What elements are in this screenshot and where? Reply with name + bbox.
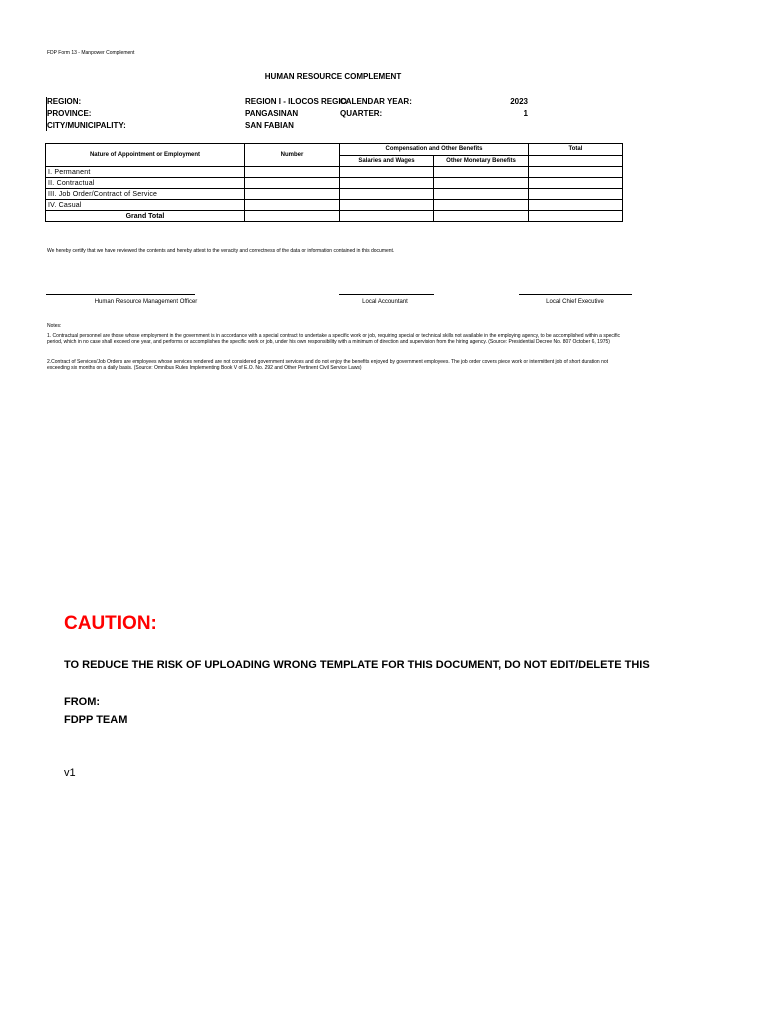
signatory-executive: Local Chief Executive bbox=[546, 299, 604, 305]
table-cell[interactable] bbox=[434, 178, 529, 189]
row-label-job-order: III. Job Order/Contract of Service bbox=[46, 189, 245, 200]
table-cell[interactable] bbox=[529, 178, 623, 189]
table-cell[interactable] bbox=[434, 189, 529, 200]
team-name: FDPP TEAM bbox=[64, 714, 128, 726]
col-nature-header: Nature of Appointment or Employment bbox=[46, 144, 245, 167]
table-cell[interactable] bbox=[245, 211, 340, 222]
province-label: PROVINCE: bbox=[47, 109, 92, 118]
form-code: FDP Form 13 - Manpower Complement bbox=[47, 50, 135, 56]
table-cell[interactable] bbox=[434, 167, 529, 178]
note-2: 2.Contract of Services/Job Orders are employees whose services rendered are not considered government services and do not enjoy the benefits enjoyed by government employees. The job order covers piece work or intermittent job of short duration not exceeding six months on a daily basis. (Source: Omnibus Rules Implementing Book V of E.O. No. 292 and Other Pertinent Civil Service Laws) bbox=[47, 359, 609, 371]
complement-table bbox=[45, 143, 623, 222]
quarter-value: 1 bbox=[523, 109, 528, 118]
col-compensation-header: Compensation and Other Benefits bbox=[340, 144, 529, 156]
table-cell bbox=[529, 155, 623, 167]
table-row bbox=[46, 189, 623, 200]
table-cell[interactable] bbox=[340, 167, 434, 178]
signature-line-executive bbox=[519, 294, 632, 295]
table-cell[interactable] bbox=[434, 200, 529, 211]
calendar-year-value: 2023 bbox=[510, 97, 528, 106]
table-cell[interactable] bbox=[245, 200, 340, 211]
from-label: FROM: bbox=[64, 696, 101, 708]
region-label: REGION: bbox=[47, 97, 82, 106]
row-label-contractual: II. Contractual bbox=[46, 178, 245, 189]
caution-message: TO REDUCE THE RISK OF UPLOADING WRONG TEMPLATE FOR THIS DOCUMENT, DO NOT EDIT/DELETE THIS bbox=[64, 659, 650, 671]
certification-text: We hereby certify that we have reviewed the contents and hereby attest to the veracity and correctness of the data or information contained in this document. bbox=[47, 248, 395, 254]
note-1: 1. Contractual personnel are those whose employment in the government is in accordance with a special contract to undertake a specific work or job, requiring special or technical skills not available in the employing agency, to be accomplished within a specific period, which in no case shall exceed one year, and performs or accomplishes the specific work or job, under his own responsibility with a minimum of direction and supervision from the hiring agency. (Source: Presidential Decree No. 807 October 6, 1975) bbox=[47, 333, 620, 345]
table-cell[interactable] bbox=[529, 189, 623, 200]
grand-total-label: Grand Total bbox=[46, 211, 245, 222]
table-cell[interactable] bbox=[340, 211, 434, 222]
table-cell[interactable] bbox=[245, 178, 340, 189]
col-other-benefits-header: Other Monetary Benefits bbox=[434, 155, 529, 167]
city-label: CITY/MUNICIPALITY: bbox=[47, 121, 126, 130]
col-total-header: Total bbox=[529, 144, 623, 156]
version-label: v1 bbox=[64, 767, 76, 779]
table-cell[interactable] bbox=[340, 189, 434, 200]
table-cell[interactable] bbox=[529, 167, 623, 178]
table-row bbox=[46, 178, 623, 189]
page-title: HUMAN RESOURCE COMPLEMENT bbox=[264, 72, 402, 81]
table-cell[interactable] bbox=[434, 211, 529, 222]
table-row bbox=[46, 167, 623, 178]
row-label-casual: IV. Casual bbox=[46, 200, 245, 211]
signature-line-accountant bbox=[339, 294, 434, 295]
table-cell[interactable] bbox=[529, 211, 623, 222]
city-value: SAN FABIAN bbox=[245, 121, 294, 130]
calendar-year-label: CALENDAR YEAR: bbox=[340, 97, 412, 106]
table-cell[interactable] bbox=[245, 189, 340, 200]
signatory-accountant: Local Accountant bbox=[362, 299, 408, 305]
table-cell[interactable] bbox=[340, 178, 434, 189]
row-label-permanent: I. Permanent bbox=[46, 167, 245, 178]
notes-label: Notes: bbox=[47, 323, 62, 329]
table-cell[interactable] bbox=[245, 167, 340, 178]
province-value: PANGASINAN bbox=[245, 109, 299, 118]
table-row bbox=[46, 200, 623, 211]
col-number-header: Number bbox=[245, 144, 340, 167]
col-salaries-header: Salaries and Wages bbox=[340, 155, 434, 167]
table-row bbox=[46, 211, 623, 222]
table-cell[interactable] bbox=[340, 200, 434, 211]
caution-heading: CAUTION: bbox=[64, 613, 157, 634]
table-cell[interactable] bbox=[529, 200, 623, 211]
quarter-label: QUARTER: bbox=[340, 109, 383, 118]
region-value: REGION I - ILOCOS REGIO bbox=[245, 97, 347, 106]
signature-line-hrmo bbox=[46, 294, 195, 295]
signatory-hrmo: Human Resource Management Officer bbox=[94, 299, 198, 305]
